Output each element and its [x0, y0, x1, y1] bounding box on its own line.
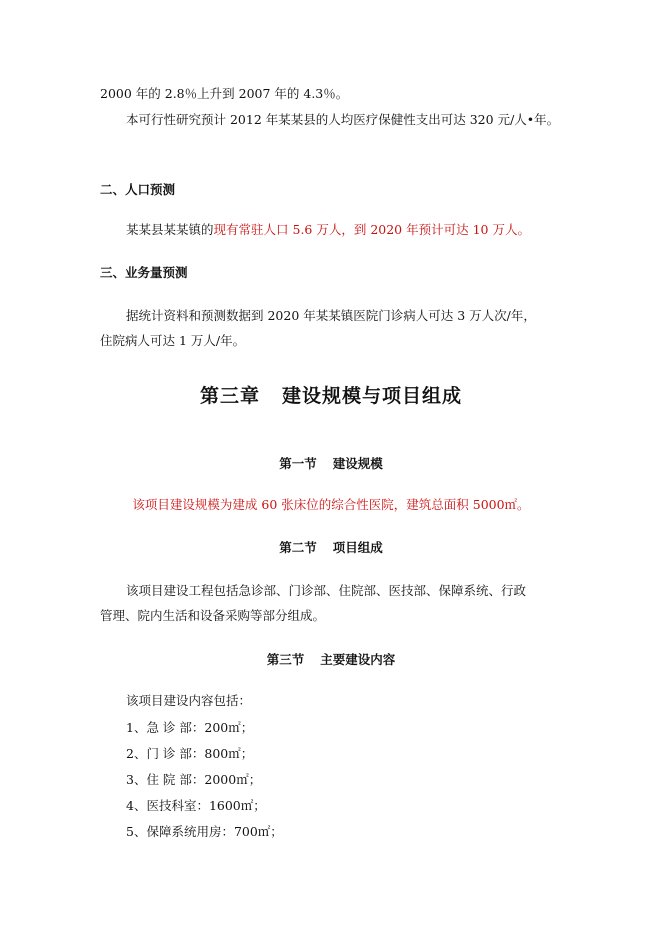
- chapter-title: [0, 384, 662, 408]
- list-item: 2、门 诊 部：800㎡；: [126, 746, 254, 761]
- section-3-number: 第三节: [266, 652, 305, 667]
- paragraph-business-line-1: 据统计资料和预测数据到 2020 年某某镇医院门诊病人可达 3 万人次/年，: [126, 308, 536, 323]
- heading-population-forecast: 二、人口预测: [100, 182, 176, 197]
- paragraph-expenditure-forecast: 本可行性研究预计 2012 年某某县的人均医疗保健性支出可达 320 元/人•年。: [126, 112, 560, 127]
- section-1-title: [0, 456, 662, 472]
- section-2-number: 第二节: [279, 540, 317, 555]
- population-text-prefix: 某某县某某镇的: [126, 222, 214, 237]
- paragraph-continuation: 2000 年的 2.8％上升到 2007 年的 4.3％。: [100, 86, 349, 101]
- section-2-name: 项目组成: [332, 540, 383, 555]
- chapter-number: 第三章: [199, 385, 260, 407]
- section-2-line-1: 该项目建设工程包括急诊部、门诊部、住院部、医技部、保障系统、行政: [126, 583, 527, 598]
- section-3-title: [0, 652, 662, 668]
- section-1-name: 建设规模: [332, 456, 383, 471]
- section-2-title: [0, 540, 662, 556]
- chapter-name: 建设规模与项目组成: [282, 385, 463, 407]
- list-item: 1、急 诊 部：200㎡；: [126, 720, 254, 735]
- section-1-number: 第一节: [279, 456, 317, 471]
- population-text-highlight: 现有常驻人口 5.6 万人，到 2020 年预计可达 10 万人。: [213, 222, 530, 237]
- paragraph-population: [126, 222, 530, 238]
- section-2-line-2: 管理、院内生活和设备采购等部分组成。: [100, 608, 326, 623]
- heading-business-forecast: 三、业务量预测: [100, 265, 188, 280]
- section-3-name: 主要建设内容: [320, 652, 396, 667]
- list-item: 5、保障系统用房：700㎡；: [126, 824, 283, 839]
- list-item: 3、住 院 部：2000㎡；: [126, 772, 262, 787]
- section-3-intro: 该项目建设内容包括：: [126, 693, 252, 708]
- paragraph-business-line-2: 住院病人可达 1 万人/年。: [100, 333, 246, 348]
- section-1-text: 该项目建设规模为建成 60 张床位的综合性医院，建筑总面积 5000㎡。: [132, 497, 530, 512]
- list-item: 4、医技科室：1600㎡；: [126, 798, 266, 813]
